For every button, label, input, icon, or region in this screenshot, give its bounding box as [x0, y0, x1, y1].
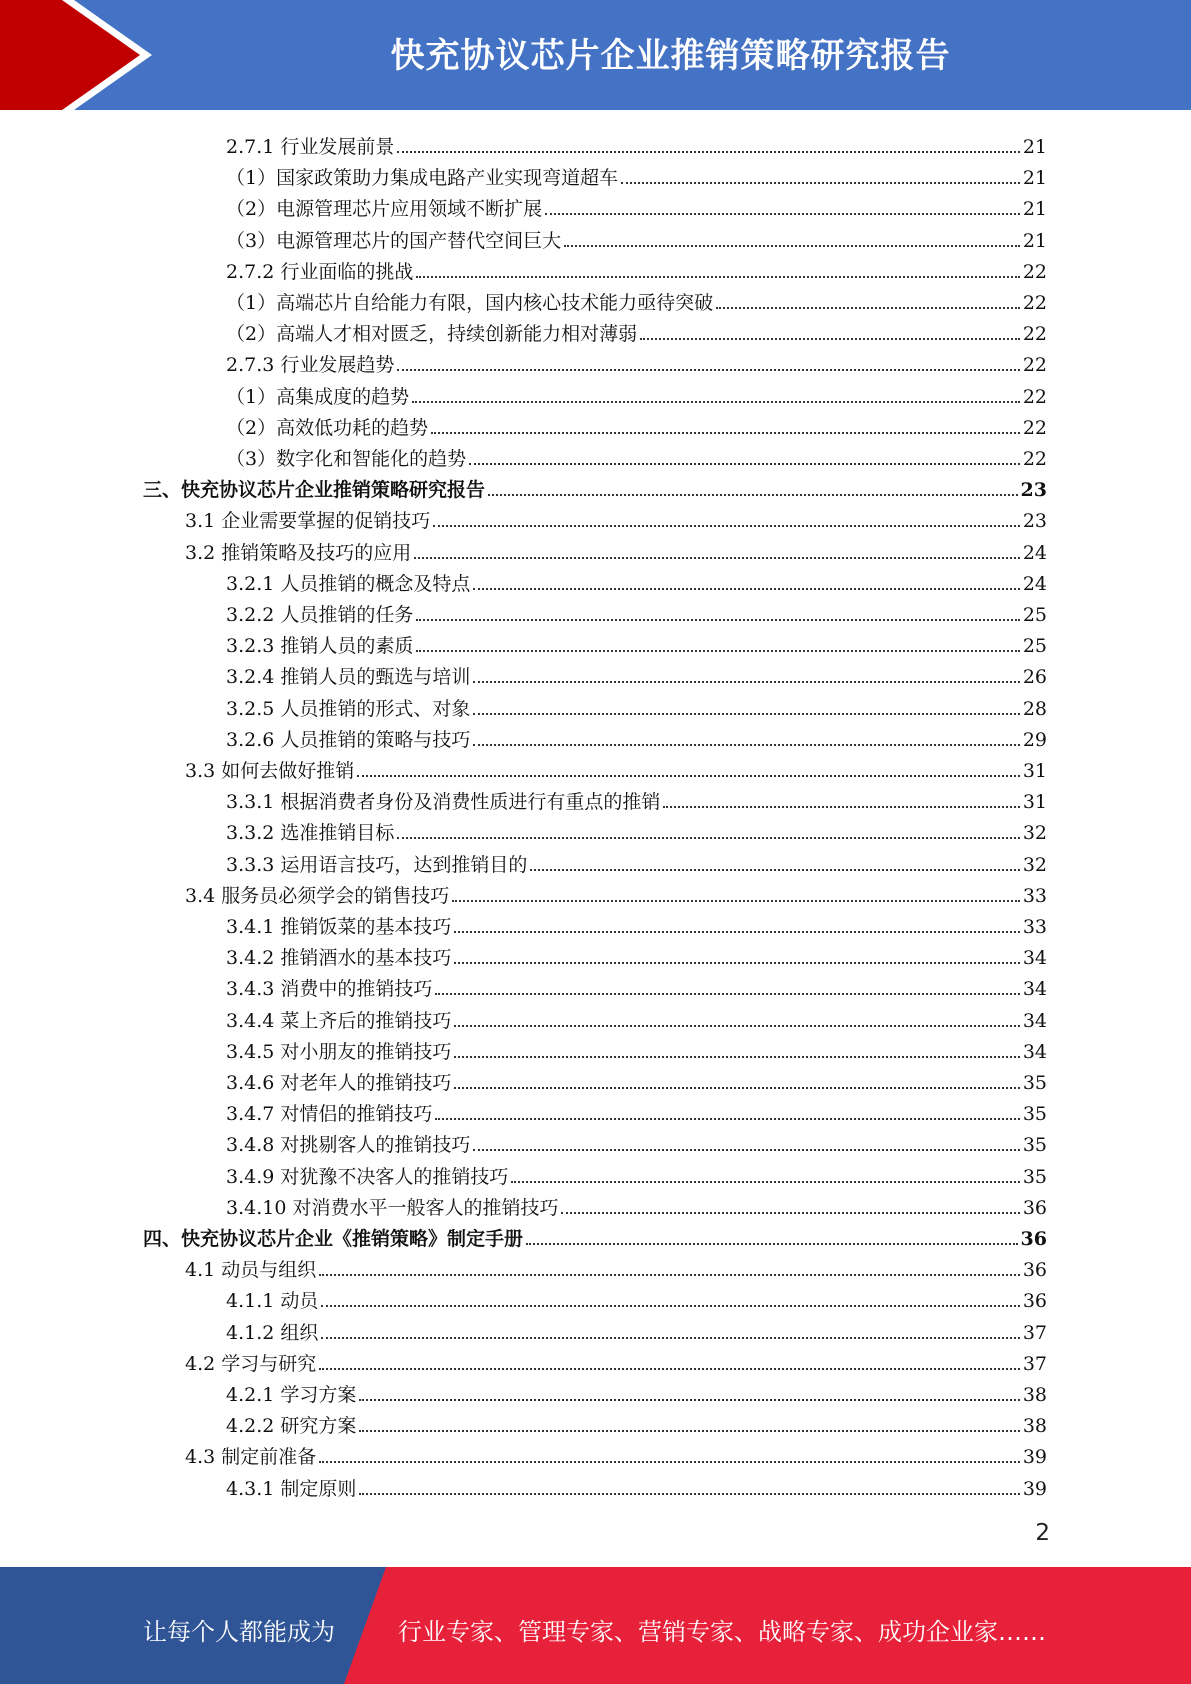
toc-entry-page: 37	[1022, 1321, 1047, 1344]
toc-entry-title: 4.1.1 动员	[226, 1290, 319, 1313]
toc-entry-title: 4.2.2 研究方案	[226, 1415, 357, 1438]
toc-leader-dots	[397, 151, 1019, 153]
toc-entry[interactable]	[226, 378, 1047, 409]
toc-entry[interactable]	[226, 721, 1047, 752]
toc-entry-title: 3.4.10 对消费水平一般客人的推销技巧	[226, 1196, 559, 1219]
toc-entry-page: 24	[1022, 541, 1047, 564]
toc-entry-title: 3.3 如何去做好推销	[185, 760, 355, 782]
toc-entry[interactable]	[226, 128, 1047, 159]
toc-entry-title: 4.1 动员与组织	[185, 1259, 317, 1282]
toc-leader-dots	[359, 1493, 1019, 1495]
toc-entry-title: 3.4.8 对挑剔客人的推销技巧	[226, 1134, 471, 1157]
toc-entry[interactable]	[226, 1064, 1047, 1095]
toc-entry-page: 22	[1022, 260, 1047, 283]
toc-leader-dots	[359, 1399, 1019, 1401]
toc-entry[interactable]	[226, 1002, 1047, 1033]
toc-entry-page: 24	[1022, 572, 1047, 595]
toc-entry[interactable]	[226, 346, 1047, 377]
toc-entry-title: 3.4.4 菜上齐后的推销技巧	[226, 1009, 452, 1032]
toc-entry-page: 21	[1022, 167, 1047, 190]
toc-leader-dots	[321, 1337, 1019, 1339]
toc-entry[interactable]	[226, 1033, 1047, 1064]
footer-slogan-right: 行业专家、管理专家、营销专家、战略专家、成功企业家……	[398, 1618, 1046, 1646]
toc-entry-title: 4.3 制定前准备	[185, 1446, 317, 1469]
toc-entry[interactable]	[226, 1126, 1047, 1157]
toc-entry[interactable]	[226, 190, 1047, 221]
toc-entry[interactable]	[226, 814, 1047, 845]
toc-entry-page: 36	[1022, 1259, 1047, 1282]
toc-entry-title: 3.2.1 人员推销的概念及特点	[226, 572, 471, 595]
toc-leader-dots	[321, 1305, 1019, 1307]
toc-entry-title: 4.1.2 组织	[226, 1321, 319, 1344]
toc-entry[interactable]	[226, 783, 1047, 814]
toc-entry[interactable]	[226, 1407, 1047, 1438]
toc-entry-page: 38	[1022, 1384, 1047, 1406]
toc-entry-page: 29	[1022, 728, 1047, 751]
toc-entry-title: 3.3.1 根据消费者身份及消费性质进行有重点的推销	[226, 791, 661, 814]
toc-entry-title: 三、快充协议芯片企业推销策略研究报告	[143, 479, 486, 502]
toc-leader-dots	[564, 245, 1020, 247]
toc-entry-page: 35	[1022, 1165, 1047, 1188]
toc-entry[interactable]	[185, 1438, 1047, 1469]
toc-entry-page: 21	[1022, 198, 1047, 221]
toc-leader-dots	[414, 557, 1020, 559]
toc-leader-dots	[545, 213, 1020, 215]
toc-entry-title: 3.4.1 推销饭菜的基本技巧	[226, 916, 452, 938]
toc-entry-title: 3.4.5 对小朋友的推销技巧	[226, 1040, 452, 1063]
toc-entry-page: 31	[1022, 791, 1047, 814]
toc-entry[interactable]	[185, 534, 1047, 565]
toc-entry-title: 3.2.3 推销人员的素质	[226, 635, 414, 658]
toc-leader-dots	[716, 307, 1020, 309]
toc-entry[interactable]	[226, 1282, 1047, 1313]
toc-entry-title: 3.4.6 对老年人的推销技巧	[226, 1072, 452, 1094]
toc-entry-title: 3.2.5 人员推销的形式、对象	[226, 697, 471, 720]
toc-leader-dots	[473, 681, 1019, 683]
toc-entry-page: 21	[1022, 229, 1047, 252]
toc-entry[interactable]	[185, 502, 1047, 533]
toc-leader-dots	[454, 1056, 1019, 1058]
toc-entry-page: 25	[1022, 604, 1047, 626]
toc-entry[interactable]	[226, 1095, 1047, 1126]
toc-entry-page: 33	[1022, 884, 1047, 907]
toc-entry[interactable]	[185, 1251, 1047, 1282]
toc-entry[interactable]	[226, 1189, 1047, 1220]
toc-entry[interactable]	[226, 409, 1047, 440]
toc-leader-dots	[663, 806, 1019, 808]
toc-entry-title: 3.2.2 人员推销的任务	[226, 604, 414, 626]
toc-entry-page: 32	[1022, 853, 1047, 876]
toc-entry-page: 39	[1022, 1477, 1047, 1500]
toc-entry-title: （1）高端芯片自给能力有限，国内核心技术能力亟待突破	[226, 292, 714, 314]
toc-entry-page: 26	[1022, 666, 1047, 689]
toc-entry[interactable]	[226, 440, 1047, 471]
toc-entry-page: 35	[1022, 1072, 1047, 1094]
toc-leader-dots	[473, 713, 1019, 715]
toc-leader-dots	[435, 1118, 1019, 1120]
toc-entry-page: 22	[1022, 385, 1047, 408]
toc-entry-title: （3）电源管理芯片的国产替代空间巨大	[226, 229, 562, 252]
toc-entry-page: 21	[1022, 136, 1047, 158]
toc-entry-page: 34	[1022, 947, 1047, 970]
page-footer	[0, 1567, 1191, 1684]
toc-entry[interactable]	[226, 565, 1047, 596]
toc-entry-title: 4.2 学习与研究	[185, 1352, 317, 1375]
toc-entry[interactable]	[226, 284, 1047, 315]
toc-entry[interactable]	[226, 315, 1047, 346]
toc-entry-title: （1）高集成度的趋势	[226, 385, 410, 408]
toc-entry[interactable]	[226, 1314, 1047, 1345]
toc-leader-dots	[454, 1025, 1019, 1027]
toc-leader-dots	[319, 1274, 1020, 1276]
toc-entry-page: 36	[1020, 1228, 1047, 1250]
toc-leader-dots	[359, 1430, 1019, 1432]
toc-entry-title: （2）高效低功耗的趋势	[226, 416, 429, 439]
toc-entry-title: 3.1 企业需要掌握的促销技巧	[185, 510, 431, 533]
toc-entry-page: 34	[1022, 1040, 1047, 1063]
toc-leader-dots	[454, 962, 1019, 964]
toc-entry-title: 3.4.9 对犹豫不决客人的推销技巧	[226, 1165, 509, 1188]
toc-entry-title: （3）数字化和智能化的趋势	[226, 448, 467, 470]
toc-entry-title: （2）电源管理芯片应用领域不断扩展	[226, 198, 543, 221]
toc-entry-page: 36	[1022, 1196, 1047, 1219]
toc-entry-title: 3.4.3 消费中的推销技巧	[226, 978, 433, 1001]
toc-entry-title: 3.4.7 对情侣的推销技巧	[226, 1103, 433, 1126]
toc-entry[interactable]	[226, 658, 1047, 689]
toc-leader-dots	[416, 650, 1019, 652]
toc-entry-page: 37	[1022, 1352, 1047, 1375]
toc-entry[interactable]	[143, 1220, 1047, 1251]
toc-leader-dots	[454, 1087, 1019, 1089]
toc-leader-dots	[431, 432, 1020, 434]
toc-entry-page: 33	[1022, 916, 1047, 938]
toc-entry-page: 36	[1022, 1290, 1047, 1313]
toc-entry-title: （1）国家政策助力集成电路产业实现弯道超车	[226, 167, 619, 190]
toc-leader-dots	[319, 1461, 1020, 1463]
toc-leader-dots	[640, 338, 1020, 340]
toc-leader-dots	[561, 1212, 1019, 1214]
toc-entry[interactable]	[226, 627, 1047, 658]
toc-leader-dots	[397, 837, 1019, 839]
toc-entry-page: 22	[1022, 354, 1047, 377]
toc-entry-title: 4.2.1 学习方案	[226, 1384, 357, 1406]
toc-leader-dots	[435, 993, 1019, 995]
toc-leader-dots	[416, 619, 1019, 621]
toc-entry[interactable]	[226, 690, 1047, 721]
toc-entry[interactable]	[226, 222, 1047, 253]
toc-entry[interactable]	[226, 939, 1047, 970]
toc-leader-dots	[416, 276, 1019, 278]
toc-leader-dots	[621, 182, 1020, 184]
toc-leader-dots	[526, 1243, 1018, 1245]
toc-entry-page: 23	[1022, 510, 1047, 533]
toc-leader-dots	[397, 369, 1019, 371]
toc-entry[interactable]	[185, 752, 1047, 783]
toc-entry-title: 3.4 服务员必须学会的销售技巧	[185, 884, 450, 907]
page-header	[0, 0, 1191, 110]
toc-entry-page: 34	[1022, 978, 1047, 1001]
toc-entry-page: 34	[1022, 1009, 1047, 1032]
toc-entry-page: 35	[1022, 1134, 1047, 1157]
toc-entry-title: 3.2 推销策略及技巧的应用	[185, 541, 412, 564]
toc-entry[interactable]	[226, 596, 1047, 627]
toc-entry[interactable]	[226, 253, 1047, 284]
footer-slogan-left: 让每个人都能成为	[143, 1618, 335, 1646]
toc-leader-dots	[319, 1368, 1020, 1370]
toc-entry[interactable]	[226, 1158, 1047, 1189]
toc-leader-dots	[433, 525, 1020, 527]
document-title: 快充协议芯片企业推销策略研究报告	[390, 36, 951, 76]
toc-leader-dots	[530, 869, 1019, 871]
toc-leader-dots	[511, 1181, 1019, 1183]
toc-entry-page: 23	[1020, 479, 1047, 502]
toc-leader-dots	[473, 1149, 1019, 1151]
toc-entry[interactable]	[226, 846, 1047, 877]
toc-entry-title: 四、快充协议芯片企业《推销策略》制定手册	[143, 1228, 524, 1250]
toc-entry-page: 22	[1022, 323, 1047, 346]
toc-leader-dots	[454, 931, 1019, 933]
toc-entry-title: 4.3.1 制定原则	[226, 1477, 357, 1500]
toc-entry-page: 28	[1022, 697, 1047, 720]
toc-entry[interactable]	[226, 1376, 1047, 1407]
toc-entry[interactable]	[143, 471, 1047, 502]
toc-entry-page: 31	[1022, 760, 1047, 782]
toc-entry-title: 2.7.1 行业发展前景	[226, 136, 395, 158]
toc-entry-title: 3.3.3 运用语言技巧，达到推销目的	[226, 853, 528, 876]
toc-entry[interactable]	[226, 159, 1047, 190]
toc-leader-dots	[469, 463, 1020, 465]
toc-entry-page: 38	[1022, 1415, 1047, 1438]
toc-entry-title: （2）高端人才相对匮乏，持续创新能力相对薄弱	[226, 323, 638, 346]
toc-entry[interactable]	[226, 908, 1047, 939]
toc-entry-page: 22	[1022, 292, 1047, 314]
toc-entry-title: 3.3.2 选准推销目标	[226, 822, 395, 845]
toc-entry-page: 39	[1022, 1446, 1047, 1469]
toc-entry[interactable]	[185, 1345, 1047, 1376]
toc-entry-page: 22	[1022, 448, 1047, 470]
toc-entry[interactable]	[185, 877, 1047, 908]
toc-entry-title: 2.7.3 行业发展趋势	[226, 354, 395, 377]
toc-entry-title: 2.7.2 行业面临的挑战	[226, 260, 414, 283]
toc-entry[interactable]	[226, 1470, 1047, 1501]
toc-leader-dots	[473, 588, 1019, 590]
toc-entry-page: 22	[1022, 416, 1047, 439]
toc-leader-dots	[473, 744, 1019, 746]
toc-leader-dots	[452, 900, 1020, 902]
toc-entry-page: 32	[1022, 822, 1047, 845]
toc-leader-dots	[488, 494, 1018, 496]
toc-entry-title: 3.2.4 推销人员的甄选与培训	[226, 666, 471, 689]
toc-entry-title: 3.4.2 推销酒水的基本技巧	[226, 947, 452, 970]
toc-entry-page: 25	[1022, 635, 1047, 658]
toc-leader-dots	[412, 401, 1020, 403]
toc-entry[interactable]	[226, 970, 1047, 1001]
toc-leader-dots	[357, 775, 1020, 777]
page-number: 2	[1035, 1520, 1050, 1546]
toc-entry-page: 35	[1022, 1103, 1047, 1126]
toc-entry-title: 3.2.6 人员推销的策略与技巧	[226, 728, 471, 751]
